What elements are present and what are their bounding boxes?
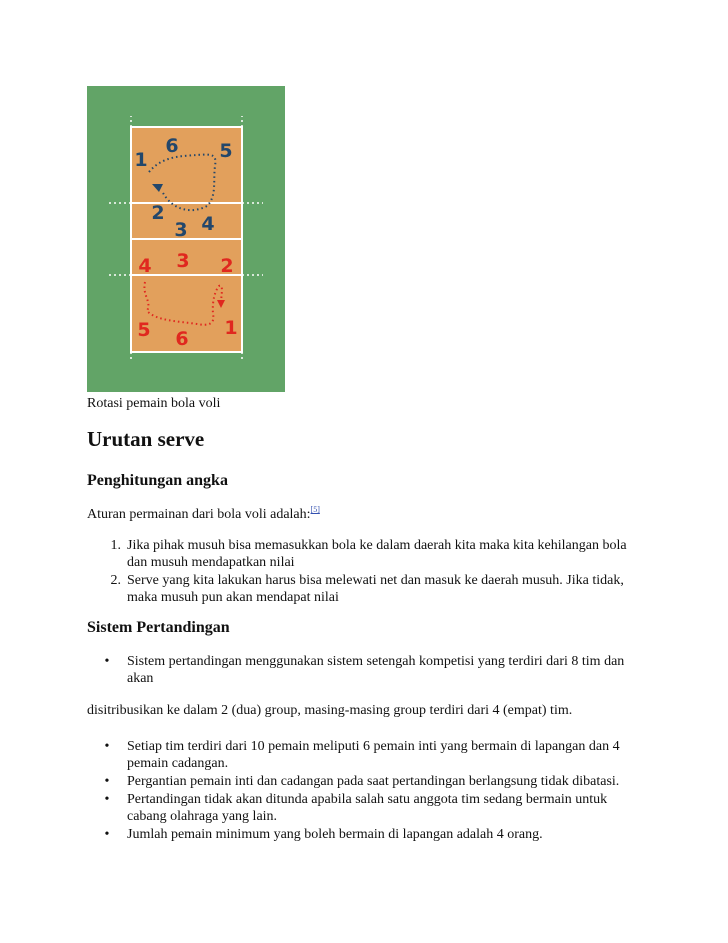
top-player-5: 5 bbox=[219, 140, 233, 162]
competition-rules-list bbox=[87, 738, 647, 844]
bottom-player-1: 1 bbox=[224, 317, 238, 339]
rules-list bbox=[87, 537, 647, 607]
list-item bbox=[87, 537, 647, 571]
court-figure bbox=[87, 86, 285, 392]
competition-intro-list bbox=[87, 653, 647, 688]
bullet-icon: • bbox=[104, 792, 110, 807]
list-item-text: Setiap tim terdiri dari 10 pemain meliputi 6 pemain inti yang bermain di lapangan dan 4 pemain cadangan. bbox=[127, 739, 620, 771]
section-heading-competition: Sistem Pertandingan bbox=[87, 619, 230, 636]
list-item-text: Jika pihak musuh bisa memasukkan bola ke dalam daerah kita maka kita kehilangan bola dan musuh mendapatkan nilai bbox=[127, 538, 627, 570]
top-player-4: 4 bbox=[201, 213, 215, 235]
bottom-player-2: 2 bbox=[220, 255, 234, 277]
bullet-icon: • bbox=[104, 774, 110, 789]
rules-intro-text: Aturan permainan dari bola voli adalah: bbox=[87, 507, 311, 522]
list-item bbox=[87, 773, 647, 790]
top-player-6: 6 bbox=[165, 135, 179, 157]
bottom-player-5: 5 bbox=[137, 319, 151, 341]
top-player-3: 3 bbox=[174, 219, 188, 241]
list-item bbox=[87, 738, 647, 772]
bottom-player-6: 6 bbox=[175, 328, 189, 350]
list-marker: 1. bbox=[110, 538, 121, 553]
section-heading-scoring: Penghitungan angka bbox=[87, 472, 228, 489]
reference-link[interactable]: [5] bbox=[310, 505, 320, 514]
distribution-paragraph: disitribusikan ke dalam 2 (dua) group, masing-masing group terdiri dari 4 (empat) tim. bbox=[87, 703, 573, 718]
bullet-icon: • bbox=[104, 739, 110, 754]
list-item-text: Pergantian pemain inti dan cadangan pada saat pertandingan berlangsung tidak dibatasi. bbox=[127, 774, 620, 789]
list-item bbox=[87, 791, 647, 825]
list-item bbox=[87, 826, 647, 843]
top-player-1: 1 bbox=[134, 149, 148, 171]
bullet-icon: • bbox=[104, 827, 110, 842]
figure-caption: Rotasi pemain bola voli bbox=[87, 396, 221, 411]
list-item-text: Pertandingan tidak akan ditunda apabila salah satu anggota tim sedang bermain untuk cabang olahraga yang lain. bbox=[127, 792, 608, 824]
list-item-text: Jumlah pemain minimum yang boleh bermain di lapangan adalah 4 orang. bbox=[127, 827, 543, 842]
main-heading: Urutan serve bbox=[87, 427, 205, 451]
bottom-player-4: 4 bbox=[138, 255, 152, 277]
top-player-2: 2 bbox=[151, 202, 165, 224]
list-marker: 2. bbox=[110, 573, 121, 588]
bottom-player-3: 3 bbox=[176, 250, 190, 272]
bullet-icon: • bbox=[104, 654, 110, 669]
volleyball-court-diagram bbox=[87, 86, 285, 392]
list-item-text: Sistem pertandingan menggunakan sistem setengah kompetisi yang terdiri dari 8 tim dan akan bbox=[127, 654, 625, 686]
list-item-text: Serve yang kita lakukan harus bisa melewati net dan masuk ke daerah musuh. Jika tidak, maka musuh pun akan mendapat nilai bbox=[127, 573, 624, 605]
list-item bbox=[87, 653, 647, 687]
rules-intro bbox=[87, 501, 320, 524]
list-item bbox=[87, 572, 647, 606]
